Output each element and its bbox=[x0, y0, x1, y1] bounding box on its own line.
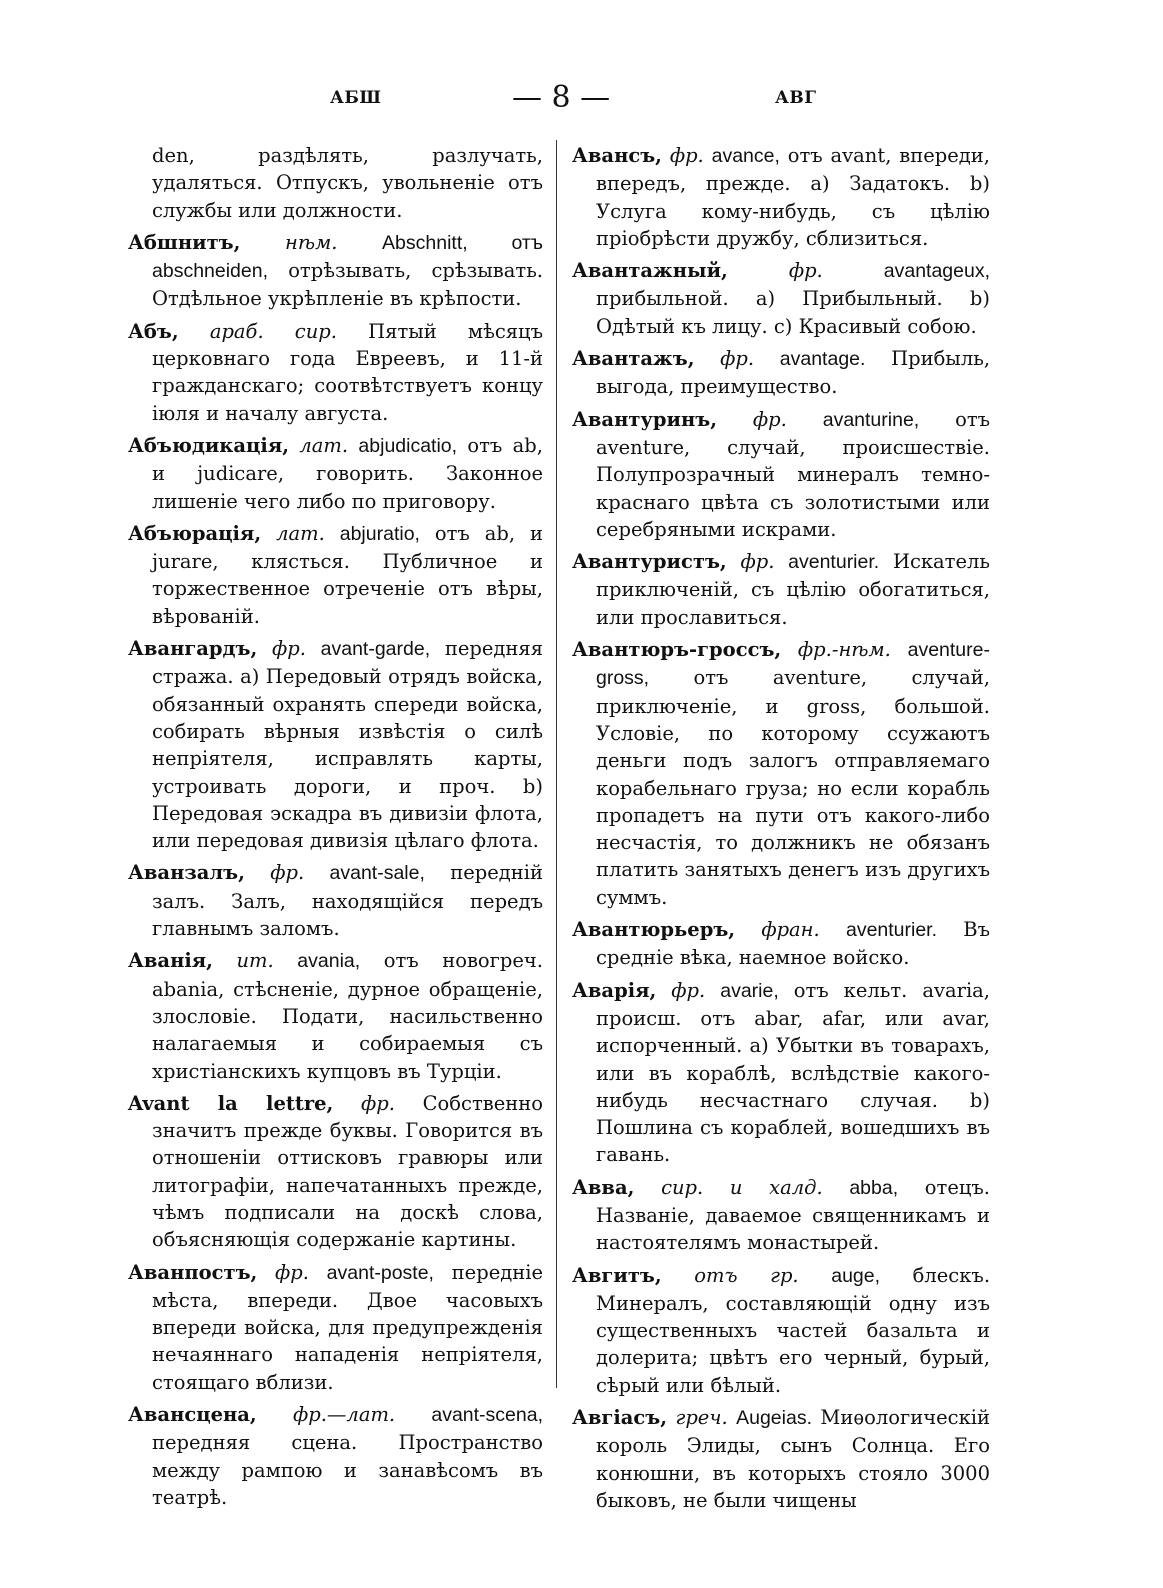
entry-source-word: abjuratio, bbox=[339, 522, 420, 545]
entry-language: фр. bbox=[720, 347, 755, 371]
entry-definition: Миѳологическій король Элиды, сынъ Солнца. Его конюшни, въ которыхъ стояло 3000 быковъ, не были чищены bbox=[596, 1406, 991, 1512]
entry-definition: передняя стража. а) Передовый отрядъ войска, обязанный охранять спереди войска, собирать вѣрныя извѣстія о силѣ непріятеля, исправлять карты, устроивать дороги, и проч. b) Передовая эскадра въ дивизіи флота, или передовая дивизія цѣлаго флота. bbox=[152, 637, 543, 853]
entry-language: фр. bbox=[669, 144, 704, 167]
entry-headword: Авантуристъ, bbox=[572, 550, 727, 574]
entry-language: фр. bbox=[671, 978, 706, 1002]
entry-definition: отъ avant, впереди, впередъ, прежде. а) Задатокъ. b) Услуга кому-нибудь, съ цѣлію пріобрѣсти дружбу, сблизиться. bbox=[596, 144, 990, 250]
dictionary-entry bbox=[572, 916, 990, 972]
entry-source-word: auge, bbox=[831, 1264, 881, 1287]
entry-definition: передняя сцена. Пространство между рампою и занавѣсомъ въ театрѣ. bbox=[152, 1431, 543, 1509]
entry-source-word: abjudicatio, bbox=[358, 434, 458, 457]
entry-language: фр.-нѣм. bbox=[797, 638, 891, 662]
entry-language: фр.—лат. bbox=[292, 1403, 396, 1427]
dictionary-entry bbox=[128, 318, 543, 427]
entry-headword: Авантюрьеръ, bbox=[572, 918, 736, 942]
dictionary-entry bbox=[572, 1262, 990, 1399]
entry-definition: передніе мѣста, впереди. Двое часовыхъ впереди войска, для предупрежденія нечаяннаго нападенія непріятеля, стоящаго вблизи. bbox=[152, 1260, 544, 1394]
header-left-guideword: АБШ bbox=[330, 88, 382, 108]
entry-language: фр. bbox=[740, 550, 775, 574]
entry-language: греч. bbox=[675, 1406, 728, 1430]
entry-headword: Авансъ, bbox=[572, 144, 662, 167]
entry-language: араб. сир. bbox=[209, 319, 337, 343]
entry-language: сир. и халд. bbox=[661, 1175, 823, 1199]
entry-language: лат. bbox=[299, 433, 349, 457]
dictionary-entry bbox=[572, 406, 990, 543]
entry-headword: Абъюдикація, bbox=[128, 433, 290, 457]
entry-definition: Въ средніе вѣка, наемное войско. bbox=[596, 918, 991, 970]
entry-headword: Авансцена, bbox=[128, 1403, 257, 1427]
entry-headword: Аванія, bbox=[128, 949, 213, 973]
dictionary-entry bbox=[572, 548, 990, 631]
entry-definition: Пятый мѣсяцъ церковнаго года Евреевъ, и 11-й гражданскаго; соотвѣтствуетъ концу іюля и началу августа. bbox=[152, 319, 544, 425]
entry-source-word: avantage. bbox=[779, 348, 866, 371]
entry-headword: Avant la lettre, bbox=[128, 1091, 334, 1115]
entry-headword: Авантюръ-гроссъ, bbox=[572, 638, 782, 662]
entry-definition: блескъ. Минералъ, составляющій одну изъ существенныхъ частей базальта и долерита; цвѣтъ его черный, бурый, сѣрый или бѣлый. bbox=[596, 1263, 991, 1397]
dictionary-entry bbox=[128, 1259, 543, 1396]
dictionary-entry bbox=[572, 977, 990, 1169]
entry-source-word: avant-garde, bbox=[320, 638, 431, 661]
entry-source-word: abba, bbox=[849, 1176, 899, 1199]
entry-language: фр. bbox=[275, 1260, 309, 1284]
entry-language: ит. bbox=[236, 949, 274, 973]
entry-headword: Авангардъ, bbox=[128, 637, 258, 661]
entry-definition: Собственно значитъ прежде буквы. Говорится въ отношеніи оттисковъ гравюры или литографіи, напечатанныхъ прежде, чѣмъ подписали на доскѣ слова, объясняющія содержаніе картины. bbox=[152, 1091, 544, 1252]
entry-language: фран. bbox=[761, 918, 820, 942]
entry-source-word: avant-poste, bbox=[326, 1261, 434, 1284]
dictionary-entry bbox=[128, 859, 543, 942]
entry-source-word: avania, bbox=[297, 950, 361, 973]
entry-source-word: avant-sale, bbox=[329, 862, 425, 885]
entry-source-word: avantageux, bbox=[883, 260, 991, 283]
entry-definition: прибыльной. а) Прибыльный. b) Одѣтый къ лицу. с) Красивый собою. bbox=[596, 287, 990, 338]
dictionary-entry bbox=[572, 257, 990, 340]
entry-language: лат. bbox=[276, 521, 325, 545]
entry-definition: отъ ab, и jurare, клясться. Публичное и торжественное отреченіе отъ вѣры, вѣрованій. bbox=[152, 521, 543, 628]
entry-language: фр. bbox=[270, 861, 305, 885]
entry-language: фр. bbox=[361, 1091, 395, 1115]
entry-definition: передній залъ. Залъ, находящійся передъ главнымъ заломъ. bbox=[152, 861, 543, 941]
entry-definition: отъ aventure, случай, приключеніе, и gross, большой. Условіе, по которому ссужаютъ деньги подъ залогъ отправляемаго корабельнаго груза; но если корабль пропадетъ на пути отъ какого-либо несчастія, то должникъ не обязанъ платить занятыхъ денегъ изъ другихъ суммъ. bbox=[596, 666, 990, 909]
entry-definition: den, раздѣлять, разлучать, удаляться. Отпускъ, увольненіе отъ службы или должности. bbox=[152, 144, 543, 222]
entry-language: отъ гр. bbox=[694, 1263, 799, 1287]
page-header bbox=[0, 82, 1163, 118]
entry-headword: Авгитъ, bbox=[572, 1263, 662, 1287]
entry-source-word: avance, bbox=[711, 145, 780, 167]
entry-language: фр. bbox=[752, 407, 787, 431]
dictionary-entry bbox=[572, 636, 990, 911]
entry-definition: Прибыль, выгода, преимущество. bbox=[596, 347, 991, 399]
entry-headword: Аванзалъ, bbox=[128, 861, 245, 885]
entry-source-word: avarie, bbox=[720, 979, 779, 1002]
entry-language: фр. bbox=[272, 637, 306, 661]
column-divider bbox=[556, 140, 557, 1388]
dictionary-entry bbox=[572, 1404, 990, 1514]
dictionary-entry bbox=[128, 947, 543, 1084]
dictionary-entry bbox=[128, 1090, 543, 1254]
entry-headword: Авантажный, bbox=[572, 259, 728, 283]
entry-definition: отъ aventure, случай, происшествіе. Полупрозрачный минералъ темно-краснаго цвѣта съ золотистыми или серебряными искрами. bbox=[596, 407, 991, 541]
entry-definition: отецъ. Названіе, даваемое священникамъ и настоятелямъ монастырей. bbox=[596, 1175, 991, 1255]
dictionary-entry bbox=[572, 1174, 990, 1257]
entry-language: фр. bbox=[788, 259, 823, 283]
entry-headword: Авантажъ, bbox=[572, 347, 695, 371]
entry-headword: Авва, bbox=[572, 1175, 635, 1199]
entry-headword: Авантуринъ, bbox=[572, 407, 718, 431]
dictionary-entry bbox=[128, 635, 543, 854]
dictionary-entry bbox=[128, 432, 543, 515]
page-number: — 8 — bbox=[512, 80, 611, 115]
entry-source-word: aventurier. bbox=[845, 919, 938, 942]
entry-headword: Аварія, bbox=[572, 978, 657, 1002]
entry-definition: отрѣзывать, срѣзывать. Отдѣльное укрѣпленіе въ крѣпости. bbox=[152, 259, 544, 311]
entry-headword: Абшнитъ, bbox=[128, 230, 241, 254]
entry-source-word: Augeias. bbox=[736, 1407, 812, 1430]
entry-source-word: Abschnitt, отъ abschneiden, bbox=[152, 231, 543, 283]
entry-definition: отъ кельт. avaria, происш. отъ abar, afar, или avar, испорченный. а) Убытки въ товарахъ, или въ кораблѣ, вслѣдствіе какого-нибудь несчастнаго случая. b) Пошлина съ кораблей, вошедшихъ въ гавань. bbox=[596, 978, 991, 1167]
entry-source-word: aventure-gross, bbox=[596, 639, 990, 690]
entry-definition: отъ ab, и judicare, говорить. Законное лишеніе чего либо по приговору. bbox=[152, 433, 543, 513]
entry-headword: Абъюрація, bbox=[128, 521, 262, 545]
dictionary-entry bbox=[128, 1401, 543, 1511]
entry-headword: Абъ, bbox=[128, 319, 179, 343]
entry-source-word: avant-scena, bbox=[431, 1404, 544, 1427]
header-right-guideword: АВГ bbox=[775, 88, 817, 108]
dictionary-entry-continuation bbox=[128, 142, 543, 224]
entry-definition: Искатель приключеній, съ цѣлію обогатиться, или прославиться. bbox=[596, 550, 991, 629]
entry-language: нѣм. bbox=[285, 230, 338, 254]
dictionary-entry bbox=[572, 345, 990, 401]
dictionary-entry bbox=[128, 520, 543, 630]
entry-source-word: avanturine, bbox=[822, 408, 920, 431]
right-column bbox=[572, 142, 990, 1519]
entry-definition: отъ новогреч. abania, стѣсненіе, дурное обращеніе, злословіе. Подати, насильственно налагаемыя и собираемыя съ христіанскихъ купцовъ въ Турціи. bbox=[152, 949, 543, 1083]
entry-headword: Авгіасъ, bbox=[572, 1406, 668, 1430]
dictionary-entry bbox=[572, 142, 990, 252]
dictionary-entry bbox=[128, 229, 543, 313]
left-column bbox=[128, 142, 543, 1516]
entry-headword: Аванпостъ, bbox=[128, 1260, 258, 1284]
entry-source-word: aventurier. bbox=[788, 551, 880, 574]
